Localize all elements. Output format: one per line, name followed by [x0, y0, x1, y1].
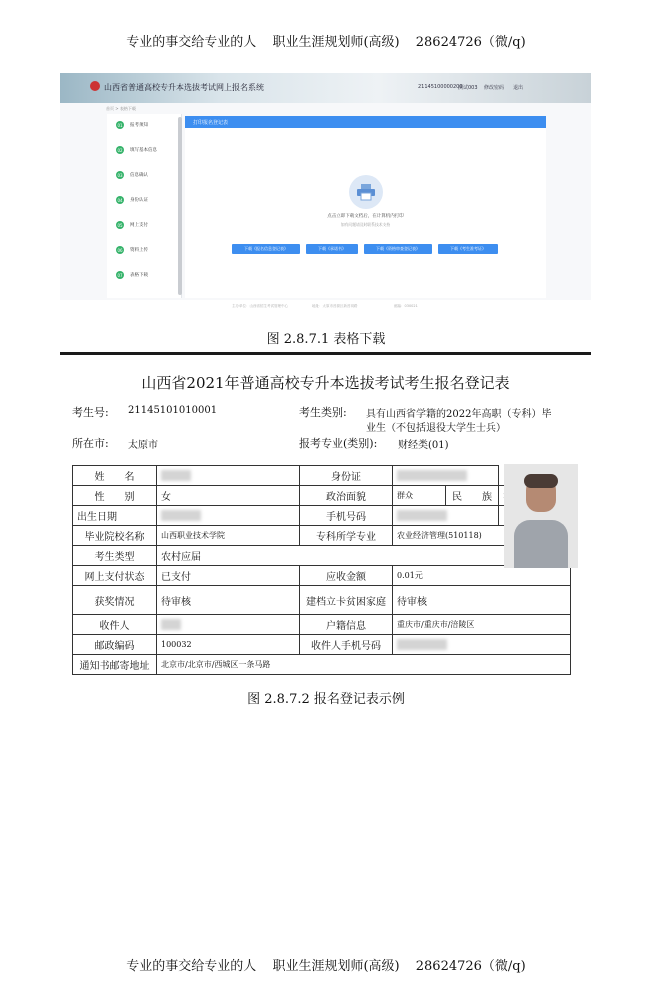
pay-value: 已支付: [157, 566, 300, 586]
download-registration-button[interactable]: 下载《报名信息登记表》: [232, 244, 300, 254]
poor-value: 待审核: [393, 586, 571, 615]
change-password-link[interactable]: 修改密码: [484, 85, 505, 91]
download-tip: 点击立即下载文档后，在计算机内打印: [327, 214, 404, 219]
step-number-icon: 03: [117, 172, 123, 178]
step-item-1[interactable]: [116, 120, 148, 130]
zip-value: 100032: [157, 635, 300, 655]
sidebar-scrollbar[interactable]: [178, 117, 182, 295]
photo-hair: [524, 474, 558, 488]
top-divider: [60, 352, 591, 355]
panel-title: 打印报名登记表: [193, 120, 229, 126]
gender-value: 女: [157, 486, 300, 506]
redacted-receiver: [161, 619, 181, 630]
step-item-2[interactable]: [116, 145, 157, 155]
step-label: 网上支付: [130, 223, 148, 228]
gender-label: 性 别: [73, 486, 157, 506]
city-value: 太原市: [128, 440, 158, 451]
caption-1: 图 2.8.7.1 表格下载: [266, 332, 386, 347]
redacted-phone: [397, 510, 447, 521]
table-row: [73, 635, 571, 655]
political-label: 政治面貌: [300, 486, 393, 506]
user-label: 测试003: [458, 85, 478, 91]
award-label: 获奖情况: [73, 586, 157, 615]
system-banner: [60, 73, 591, 103]
ethnic-label: 民 族: [446, 486, 499, 506]
caption-2: 图 2.8.7.2 报名登记表示例: [247, 692, 405, 707]
header-contact: 28624726（微/q): [415, 35, 526, 50]
step-label: 资料上传: [130, 248, 148, 253]
table-row: [73, 655, 571, 675]
step-number-icon: 01: [117, 122, 123, 128]
award-value: 待审核: [157, 586, 300, 615]
table-row: [73, 615, 571, 635]
applicant-photo: [504, 464, 578, 568]
phone-label: 手机号码: [300, 506, 393, 526]
step-label: 填写基本信息: [130, 148, 157, 153]
poor-label: 建档立卡贫困家庭: [300, 586, 393, 615]
download-panel: [185, 116, 546, 298]
footer-postcode: 邮编：030021: [394, 304, 418, 308]
download-admission-button[interactable]: 下载《考生准考证》: [438, 244, 498, 254]
redacted-name: [161, 470, 191, 481]
school-label: 毕业院校名称: [73, 526, 157, 546]
step-item-7[interactable]: [116, 270, 148, 280]
photo-body: [514, 520, 568, 568]
step-item-3[interactable]: [116, 170, 148, 180]
footer-contact: 28624726（微/q): [415, 959, 526, 974]
major-value: 财经类(01): [398, 440, 449, 451]
id-label: 身份证: [300, 466, 393, 486]
breadcrumb: 首页 > 表格下载: [106, 106, 136, 111]
college-major-value: 农业经济管理(510118): [393, 526, 571, 546]
type-label: 考生类型: [73, 546, 157, 566]
page-header: [0, 31, 652, 50]
step-item-5[interactable]: [116, 220, 148, 230]
registration-table: [72, 465, 571, 675]
redacted-id: [397, 470, 467, 481]
user-id: 21145100000200: [418, 84, 463, 90]
category-value-2: 业生（不包括退役大学生士兵）: [366, 423, 506, 434]
redacted-birth: [161, 510, 201, 521]
step-item-6[interactable]: [116, 245, 148, 255]
receiver-phone-value: [393, 635, 571, 655]
table-row: [73, 506, 571, 526]
header-title: 职业生涯规划师(高级): [272, 35, 400, 50]
logout-link[interactable]: 退出: [513, 85, 524, 91]
printer-icon: [349, 175, 383, 209]
fee-label: 应收金额: [300, 566, 393, 586]
step-label: 报考须知: [130, 123, 148, 128]
download-page-screenshot: [60, 73, 591, 308]
step-label: 信息确认: [130, 173, 148, 178]
table-row: [73, 466, 571, 486]
table-row: [73, 586, 571, 615]
registration-form-screenshot: [60, 352, 591, 676]
political-value: 群众: [393, 486, 446, 506]
hukou-value: 重庆市/重庆市/涪陵区: [393, 615, 571, 635]
id-value: [393, 466, 499, 486]
school-value: 山西职业技术学院: [157, 526, 300, 546]
exam-no-value: 21145101010001: [128, 405, 218, 416]
category-value-1: 具有山西省学籍的2022年高职（专科）毕: [366, 409, 552, 420]
header-slogan: 专业的事交给专业的人: [126, 35, 257, 50]
category-label: 考生类别:: [299, 406, 347, 419]
city-label: 所在市:: [72, 437, 109, 450]
table-row: [73, 566, 571, 586]
panel-header: [185, 116, 546, 128]
step-number-icon: 06: [117, 247, 123, 253]
step-item-4[interactable]: [116, 195, 148, 205]
step-label: 身份认证: [130, 198, 148, 203]
download-subtip: 如有问题请及时联系技术支持: [340, 222, 391, 227]
redacted-receiver-phone: [397, 639, 447, 650]
step-number-icon: 07: [117, 272, 123, 278]
type-value: 农村应届: [157, 546, 571, 566]
table-row: [73, 546, 571, 566]
address-value: 北京市/北京市/西城区一条马路: [157, 655, 571, 675]
name-label: 姓 名: [73, 466, 157, 486]
table-row: [73, 486, 571, 506]
birth-value: [157, 506, 300, 526]
receiver-value: [157, 615, 300, 635]
download-review-button[interactable]: 下载《资格审查登记表》: [364, 244, 432, 254]
exam-no-label: 考生号:: [72, 406, 109, 419]
step-label: 表格下载: [130, 273, 148, 278]
step-number-icon: 02: [117, 147, 123, 153]
receiver-label: 收件人: [73, 615, 157, 635]
system-title: 山西省普通高校专升本选拔考试网上报名系统: [104, 83, 264, 92]
pay-label: 网上支付状态: [73, 566, 157, 586]
zip-label: 邮政编码: [73, 635, 157, 655]
page-footer: [0, 955, 652, 974]
footer-address: 地址：太原市晋源区新晋祠路: [312, 304, 358, 308]
table-row: [73, 526, 571, 546]
system-logo-icon: [90, 81, 100, 91]
college-major-label: 专科所学专业: [300, 526, 393, 546]
name-value: [157, 466, 300, 486]
address-label: 通知书邮寄地址: [73, 655, 157, 675]
step-number-icon: 05: [117, 222, 123, 228]
fee-value: 0.01元: [393, 566, 571, 586]
download-pledge-button[interactable]: 下载《承诺书》: [306, 244, 358, 254]
step-number-icon: 04: [117, 197, 123, 203]
hukou-label: 户籍信息: [300, 615, 393, 635]
receiver-phone-label: 收件人手机号码: [300, 635, 393, 655]
step-sidebar: [107, 114, 182, 298]
phone-value: [393, 506, 499, 526]
major-label: 报考专业(类别):: [299, 437, 378, 450]
footer-slogan: 专业的事交给专业的人: [126, 959, 257, 974]
footer-title: 职业生涯规划师(高级): [272, 959, 400, 974]
footer-org: 主办单位：山西省招生考试管理中心: [232, 304, 288, 308]
birth-label: 出生日期: [73, 506, 157, 526]
form-title: 山西省2021年普通高校专升本选拔考试考生报名登记表: [141, 374, 510, 392]
